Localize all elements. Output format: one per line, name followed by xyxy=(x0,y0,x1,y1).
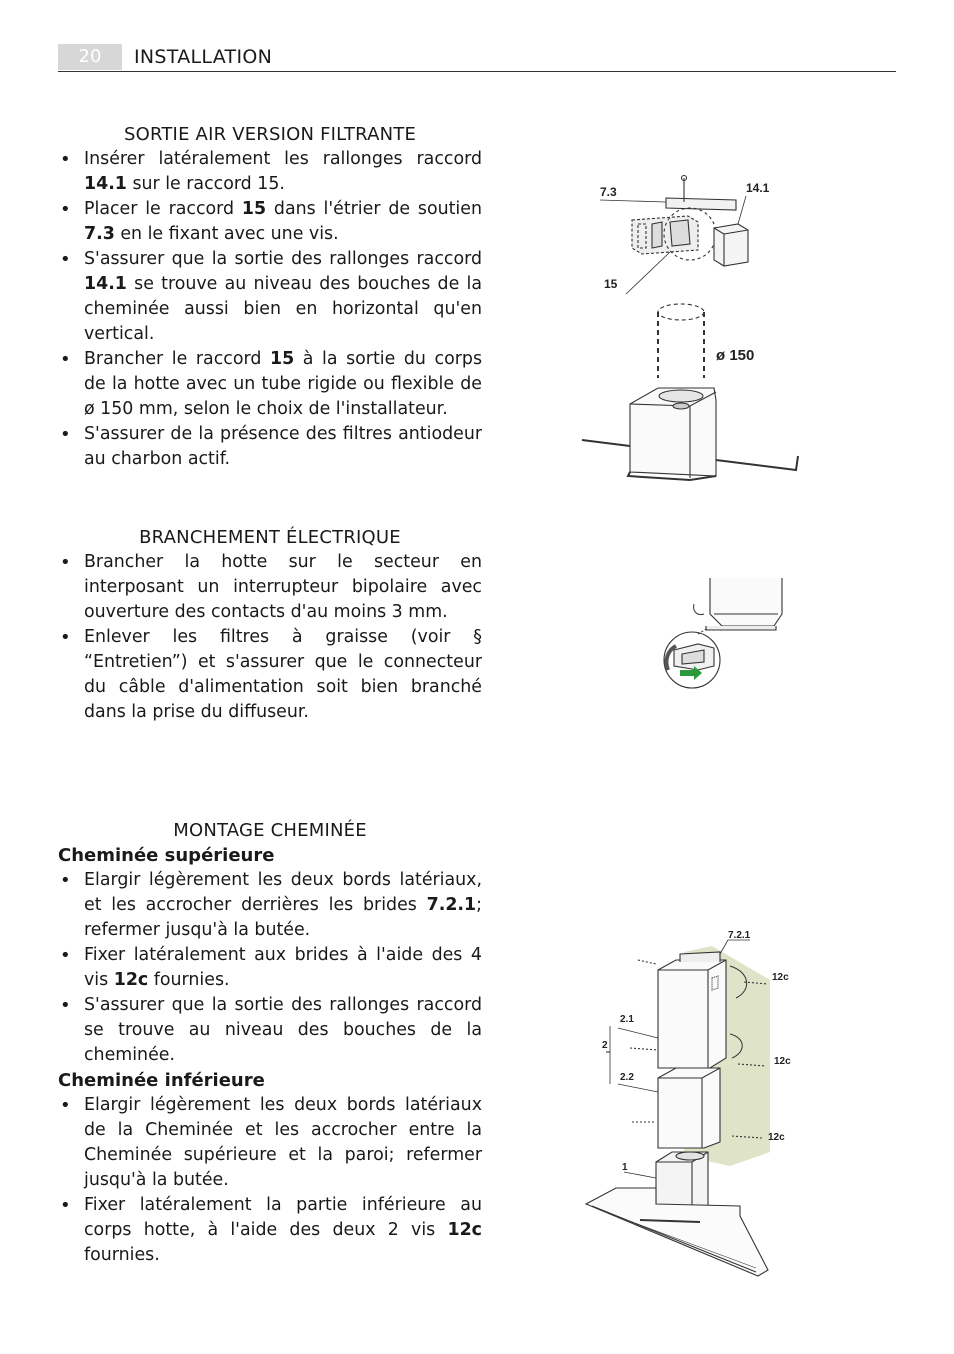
list-text: fournies. xyxy=(148,970,230,990)
label-2-1: 2.1 xyxy=(620,1014,634,1025)
list-text: S'assurer que la sortie des rallonges raccord se trouve au niveau des bouches de la cheminée. xyxy=(84,995,482,1065)
list-text: se trouve au niveau des bouches de la cheminée aussi bien en horizontal qu'en vertical. xyxy=(84,274,482,344)
electrical-connector-figure xyxy=(658,574,798,690)
list-item xyxy=(58,550,482,625)
part-reference: 15 xyxy=(269,349,295,369)
part-reference: 7.2.1 xyxy=(426,895,477,915)
label-12c-a: 12c xyxy=(772,972,789,983)
electric-section xyxy=(58,527,482,725)
lower-chimney-list xyxy=(58,1093,482,1268)
list-text: en le fixant avec une vis. xyxy=(114,224,339,244)
list-item xyxy=(58,1193,482,1268)
filter-list xyxy=(58,147,482,472)
part-reference: 7.3 xyxy=(84,224,115,244)
list-item xyxy=(58,347,482,422)
list-text: à la sortie du corps de la hotte avec un tube rigide ou flexible de ø 150 mm, selon le choix de l'installateur. xyxy=(84,349,483,419)
list-text: S'assurer de la présence des filtres antiodeur au charbon actif. xyxy=(84,424,482,469)
lower-chimney-title: Cheminée inférieure xyxy=(58,1070,265,1091)
label-2-2: 2.2 xyxy=(620,1072,634,1083)
part-reference: 14.1 xyxy=(84,274,127,294)
filter-section xyxy=(58,124,482,472)
part-reference: 14.1 xyxy=(84,174,127,194)
list-item xyxy=(58,422,482,472)
label-1: 1 xyxy=(622,1162,628,1173)
list-text: Fixer latéralement aux brides à l'aide des 4 vis xyxy=(84,945,482,990)
label-diameter: ø 150 xyxy=(716,347,755,364)
electric-list xyxy=(58,550,482,725)
label-14-1: 14.1 xyxy=(746,181,770,195)
list-text: Insérer latéralement les rallonges raccord xyxy=(84,149,482,169)
list-text: Placer le raccord xyxy=(84,199,242,219)
list-text: S'assurer que la sortie des rallonges raccord xyxy=(84,249,482,269)
header-title: INSTALLATION xyxy=(134,46,273,68)
header-rule xyxy=(58,71,896,72)
label-2: 2 xyxy=(602,1040,608,1051)
list-text: Elargir légèrement les deux bords latériaux, et les accrocher derrières les brides xyxy=(84,870,482,915)
chimney-assembly-figure xyxy=(580,926,810,1282)
list-text: fournies. xyxy=(84,1245,160,1265)
electric-section-title: BRANCHEMENT ÉLECTRIQUE xyxy=(139,527,401,548)
list-text: Brancher le raccord xyxy=(84,349,270,369)
chimney-section-title: MONTAGE CHEMINÉE xyxy=(173,820,367,841)
filter-outlet-figure xyxy=(578,170,804,488)
list-item xyxy=(58,147,482,197)
label-12c-b: 12c xyxy=(774,1056,791,1067)
label-7-3: 7.3 xyxy=(600,185,617,199)
label-7-2-1: 7.2.1 xyxy=(728,930,751,941)
list-item xyxy=(58,625,482,725)
list-item xyxy=(58,868,482,943)
list-text: Elargir légèrement les deux bords latériaux de la Cheminée et les accrocher entre la Cheminée supérieure et la paroi; refermer jusqu'à la butée. xyxy=(84,1095,482,1190)
list-text: ; refermer jusqu'à la butée. xyxy=(84,895,482,940)
list-text: Enlever les filtres à graisse (voir § “Entretien”) et s'assurer que le connecteur du câble d'alimentation soit bien branché dans la prise du diffuseur. xyxy=(84,627,482,722)
page-number: 20 xyxy=(58,44,122,70)
list-item xyxy=(58,197,482,247)
upper-chimney-list xyxy=(58,868,482,1068)
label-12c-c: 12c xyxy=(768,1132,785,1143)
filter-section-title: SORTIE AIR VERSION FILTRANTE xyxy=(123,124,417,145)
list-item xyxy=(58,943,482,993)
list-item xyxy=(58,1093,482,1193)
part-reference: 12c xyxy=(447,1220,482,1240)
list-item xyxy=(58,993,482,1068)
part-reference: 15 xyxy=(241,199,267,219)
list-text: Brancher la hotte sur le secteur en interposant un interrupteur bipolaire avec ouverture des contacts d'au moins 3 mm. xyxy=(84,552,482,622)
part-reference: 12c xyxy=(113,970,149,990)
label-15: 15 xyxy=(604,277,618,291)
chimney-section xyxy=(58,820,482,1268)
upper-chimney-title: Cheminée supérieure xyxy=(58,845,275,866)
list-text: dans l'étrier de soutien xyxy=(266,199,482,219)
list-text: Fixer latéralement la partie inférieure au corps hotte, à l'aide des deux 2 vis xyxy=(84,1195,482,1240)
list-text: sur le raccord 15. xyxy=(126,174,285,194)
list-item xyxy=(58,247,482,347)
